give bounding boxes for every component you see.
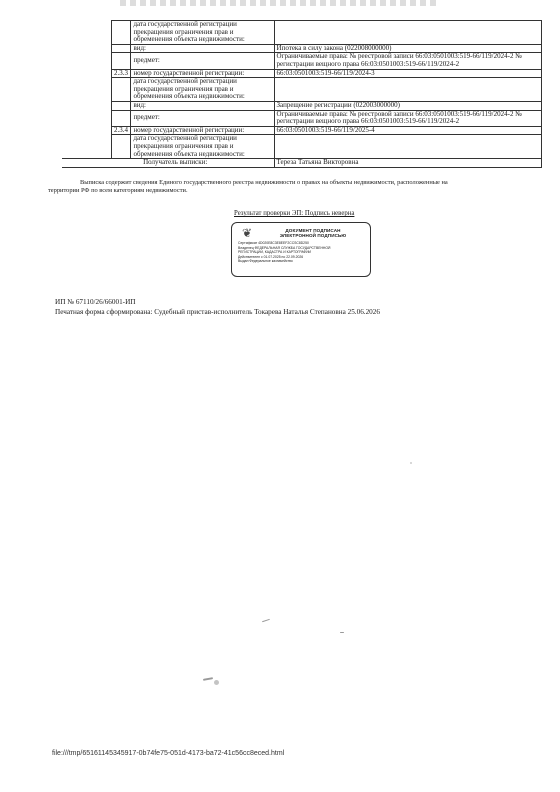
table-row: дата государственной регистрации прекращения ограничения прав и обременения объекта недвижимости: bbox=[62, 135, 542, 159]
scan-speck bbox=[410, 462, 412, 464]
stamp-issuer: Выдан Федеральное казначейство bbox=[238, 259, 293, 264]
stamp-valid: Действителен с 01.07.2025 по 22.09.2026 bbox=[238, 254, 304, 259]
signature-check-result: Результат проверки ЭП: Подпись неверна bbox=[234, 210, 355, 217]
table-row: вид: Запрещение регистрации (022003000000) bbox=[62, 101, 542, 110]
table-row: дата государственной регистрации прекращения ограничения прав и обременения объекта недвижимости: bbox=[62, 78, 542, 102]
stamp-title: ДОКУМЕНТ ПОДПИСАН ЭЛЕКТРОННОЙ ПОДПИСЬЮ bbox=[279, 228, 347, 239]
recipient-label: Получатель выписки: bbox=[111, 159, 274, 168]
stamp-owner-2: РЕГИСТРАЦИИ, КАДАСТРА И КАРТОГРАФИИ bbox=[238, 250, 311, 255]
scan-speck bbox=[262, 619, 270, 623]
recipient-value: Тереза Татьяна Викторовна bbox=[274, 159, 541, 168]
e-signature-stamp bbox=[231, 222, 371, 277]
table-row-recipient bbox=[62, 159, 542, 168]
extract-note bbox=[48, 179, 542, 195]
footer-file-url: file:///tmp/65161145345917-0b74fe75-051d-4173-ba72-41c56cc8eced.html bbox=[52, 750, 285, 757]
extract-note-line1: Выписка содержит сведения Единого государственного реестра недвижимости о правах на объекты недвижимости, расположенные на bbox=[80, 179, 448, 186]
scan-speck bbox=[203, 677, 213, 681]
table-row: предмет: Ограничиваемые права: № реестровой записи 66:03:0501003:519-66/119/2024-2 № регистрации вещного права 66:03:0501003:519-66/119/2024-2 bbox=[62, 110, 542, 126]
scan-speck bbox=[340, 632, 344, 633]
scan-artifact bbox=[120, 0, 440, 6]
extract-note-line2: территории РФ по всем категориям недвижимости. bbox=[48, 187, 188, 194]
state-emblem-icon: ❦ bbox=[241, 226, 253, 240]
register-table bbox=[62, 20, 542, 168]
register-table-body bbox=[62, 21, 542, 168]
table-row: 2.3.3 номер государственной регистрации: 66:03:0501003:519-66/119/2024-3 bbox=[62, 69, 542, 78]
stamp-owner: Владелец ФЕДЕРАЛЬНАЯ СЛУЖБА ГОСУДАРСТВЕННОЙ bbox=[238, 245, 331, 250]
table-row: дата государственной регистрации прекращения ограничения прав и обременения объекта недвижимости: bbox=[62, 21, 542, 45]
table-row: 2.3.4 номер государственной регистрации: 66:03:0501003:519-66/119/2025-4 bbox=[62, 126, 542, 135]
table-row: вид: Ипотека в силу закона (022008000000) bbox=[62, 44, 542, 53]
ip-number: ИП № 67110/26/66001-ИП bbox=[55, 298, 136, 306]
print-form-line: Печатная форма сформирована: Судебный пристав-исполнитель Токарева Наталья Степановна 25.06.2026 bbox=[55, 308, 380, 316]
stamp-cert: Сертификат 4D020E8C3E8EEF2CCSC8D250 bbox=[238, 241, 309, 245]
table-row: предмет: Ограничиваемые права: № реестровой записи 66:03:0501003:519-66/119/2024-2 № регистрации вещного права 66:03:0501003:519-66/119/2024-2 bbox=[62, 53, 542, 69]
scan-speck bbox=[214, 680, 219, 685]
stamp-details bbox=[238, 241, 368, 264]
